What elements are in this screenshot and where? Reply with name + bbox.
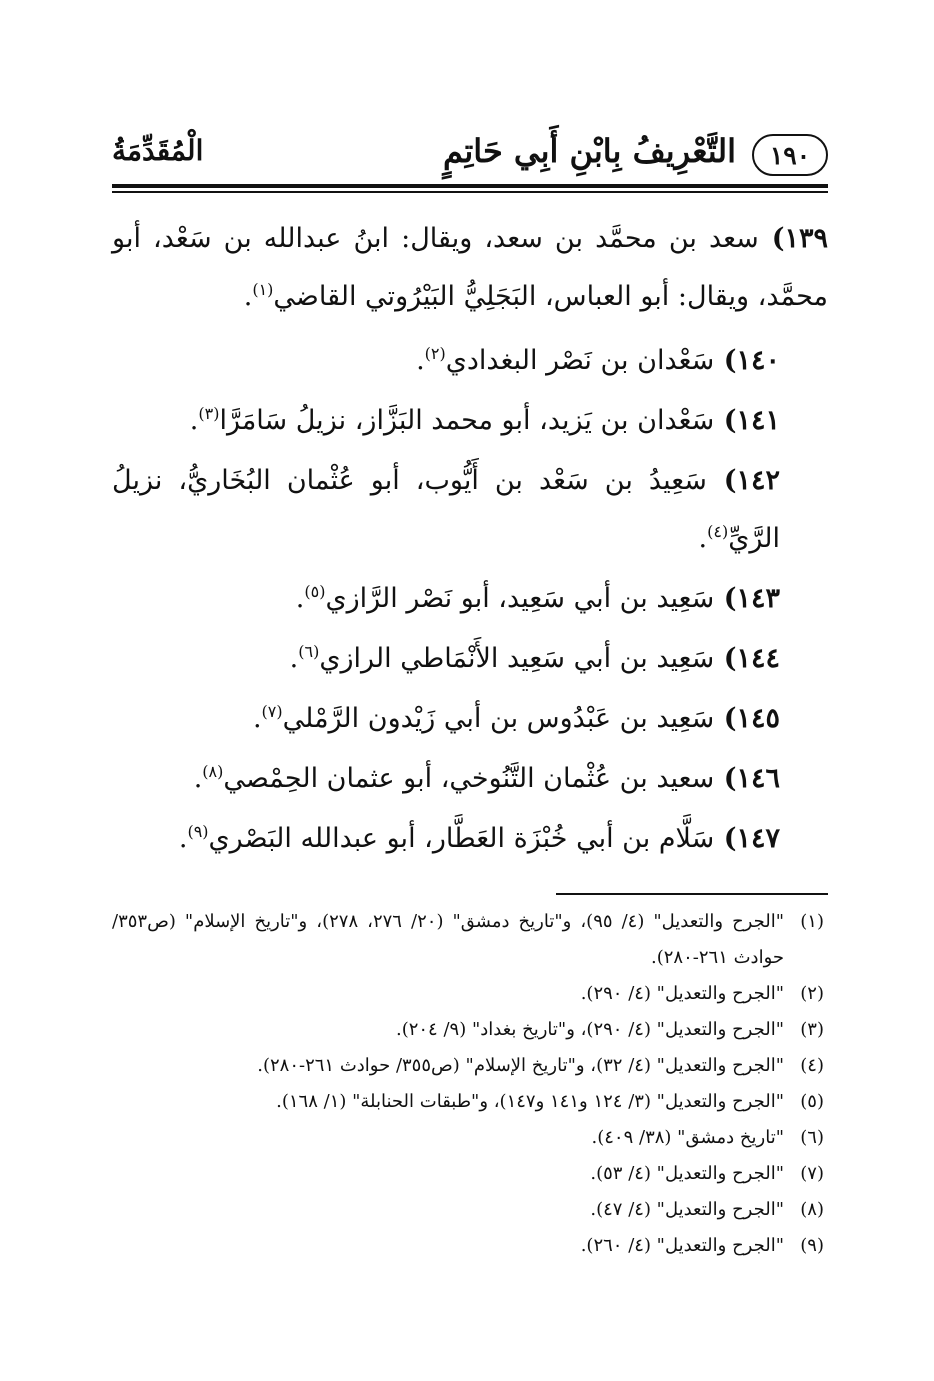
entry-number: ١٤٧	[736, 823, 780, 854]
entry-number: ١٤٣	[736, 583, 780, 614]
footnote-ref[interactable]: (٩)	[187, 822, 209, 841]
entry-text: سعد بن محمَّد بن سعد، ويقال: ابنُ عبدالله بن سَعْد، أبو محمَّد، ويقال: أبو العباس، البَجَلِيُّ البَيْرُوتي القاضي	[112, 223, 828, 312]
entry-142: ١٤٢) سَعِيدُ بن سَعْد بن أَيُّوب، أبو عُثْمان البُخَاريُّ، نزيلُ الرَّيِّ$^{(٤)}$.	[112, 465, 780, 554]
footnote-text: "الجرح والتعديل" (٤/ ٢٩٠)، و"تاريخ بغداد" (٩/ ٢٠٤).	[395, 1019, 784, 1040]
header-rule-thin	[112, 191, 828, 193]
entry-147: ١٤٧) سَلَّام بن أبي خُبْزَة العَطَّار، أبو عبدالله البَصْري$^{(٩)}$.	[178, 822, 780, 854]
footnote-number: (٤)	[800, 1055, 824, 1076]
footnote-2	[112, 976, 828, 1012]
page-header	[112, 128, 828, 184]
footnote-ref[interactable]: (٥)	[304, 582, 326, 601]
footnote-7	[112, 1156, 828, 1192]
entry-number: ١٤٠	[736, 345, 780, 376]
footnote-1	[112, 904, 828, 976]
footnote-ref[interactable]: (٧)	[261, 702, 283, 721]
entry-146: ١٤٦) سعيد بن عُثْمان التَّنُوخي، أبو عثمان الحِمْصي$^{(٨)}$.	[193, 762, 780, 794]
entry-number: ١٤٤	[736, 643, 780, 674]
entry-141: ١٤١) سَعْدان بن يَزيد، أبو محمد البَزَّاز، نزيلُ سَامَرَّا$^{(٣)}$.	[189, 404, 780, 436]
entry-number: ١٤٥	[736, 703, 780, 734]
entry-140: ١٤٠) سَعْدان بن نَصْر البغدادي$^{(٢)}$.	[416, 344, 780, 376]
footnote-4	[112, 1048, 828, 1084]
footnote-text: "الجرح والتعديل" (٤/ ٩٥)، و"تاريخ دمشق" (٢٠/ ٢٧٦، ٢٧٨)، و"تاريخ الإسلام" (ص٣٥٣/ حوادث ٢٦١-٢٨٠).	[112, 911, 784, 968]
footnote-ref[interactable]: (٦)	[298, 642, 320, 661]
entry-text: سَعِيد بن عَبْدُوس بن أبي زَيْدون الرَّمْلي	[282, 703, 715, 734]
footnote-number: (١)	[800, 911, 824, 932]
footnote-5	[112, 1084, 828, 1120]
footnote-number: (٧)	[800, 1163, 824, 1184]
entry-145: ١٤٥) سَعِيد بن عَبْدُوس بن أبي زَيْدون الرَّمْلي$^{(٧)}$.	[252, 702, 780, 734]
page-number: ١٩٠	[752, 134, 828, 176]
entry-text: سَلَّام بن أبي خُبْزَة العَطَّار، أبو عبدالله البَصْري	[208, 823, 715, 854]
footnote-number: (٦)	[800, 1127, 824, 1148]
entry-number: ١٣٩	[784, 223, 828, 254]
footnote-separator	[556, 893, 828, 895]
footnote-6	[112, 1120, 828, 1156]
footnote-number: (٩)	[800, 1235, 824, 1256]
entry-text: سَعِيدُ بن سَعْد بن أَيُّوب، أبو عُثْمان البُخَاريُّ، نزيلُ الرَّيِّ	[112, 465, 780, 554]
footnote-ref[interactable]: (٣)	[198, 404, 220, 423]
footnote-text: "الجرح والتعديل" (٤/ ٢٩٠).	[580, 983, 784, 1004]
entry-143: ١٤٣) سَعِيد بن أبي سَعِيد، أبو نَصْر الرَّازي$^{(٥)}$.	[295, 582, 780, 614]
section-title: الْمُقَدِّمَةُ	[112, 134, 204, 167]
footnote-text: "تاريخ دمشق" (٣٨/ ٤٠٩).	[591, 1127, 784, 1148]
footnote-text: "الجرح والتعديل" (٤/ ٢٦٠).	[580, 1235, 784, 1256]
footnote-3	[112, 1012, 828, 1048]
footnotes-list	[112, 904, 828, 1264]
entry-text: سَعِيد بن أبي سَعِيد الأَنْمَاطي الرازي	[319, 643, 715, 674]
entry-139: ١٣٩) سعد بن محمَّد بن سعد، ويقال: ابنُ عبدالله بن سَعْد، أبو محمَّد، ويقال: أبو العباس، البَجَلِيُّ البَيْرُوتي القاضي$^{(١)}$.	[112, 223, 828, 312]
entry-text: سَعِيد بن أبي سَعِيد، أبو نَصْر الرَّازي	[325, 583, 715, 614]
footnote-number: (٥)	[800, 1091, 824, 1112]
entry-144: ١٤٤) سَعِيد بن أبي سَعِيد الأَنْمَاطي الرازي$^{(٦)}$.	[289, 642, 780, 674]
footnote-text: "الجرح والتعديل" (٤/ ٣٢)، و"تاريخ الإسلام" (ص٣٥٥/ حوادث ٢٦١-٢٨٠).	[257, 1055, 784, 1076]
book-title: التَّعْرِيفُ بِابْنِ أَبِي حَاتِمٍ	[443, 132, 736, 170]
footnote-text: "الجرح والتعديل" (٤/ ٤٧).	[590, 1199, 784, 1220]
footnote-number: (٨)	[800, 1199, 824, 1220]
footnote-ref[interactable]: (٨)	[202, 762, 224, 781]
footnote-ref[interactable]: (١)	[252, 280, 274, 299]
footnote-text: "الجرح والتعديل" (٣/ ١٢٤ و١٤١ و١٤٧)، و"طبقات الحنابلة" (١/ ١٦٨).	[276, 1091, 784, 1112]
entry-text: سَعْدان بن يَزيد، أبو محمد البَزَّاز، نزيلُ سَامَرَّا	[219, 405, 715, 436]
footnote-text: "الجرح والتعديل" (٤/ ٥٣).	[590, 1163, 784, 1184]
footnote-9	[112, 1228, 828, 1264]
footnote-number: (٣)	[800, 1019, 824, 1040]
footnote-ref[interactable]: (٢)	[424, 344, 446, 363]
entry-text: سعيد بن عُثْمان التَّنُوخي، أبو عثمان الحِمْصي	[223, 763, 715, 794]
footnote-8	[112, 1192, 828, 1228]
entry-number: ١٤٢	[736, 465, 780, 496]
entry-number: ١٤١	[736, 405, 780, 436]
entry-text: سَعْدان بن نَصْر البغدادي	[445, 345, 715, 376]
footnote-ref[interactable]: (٤)	[707, 522, 729, 541]
entry-number: ١٤٦	[736, 763, 780, 794]
header-rule-thick	[112, 184, 828, 188]
entries-list	[112, 210, 828, 868]
footnote-number: (٢)	[800, 983, 824, 1004]
